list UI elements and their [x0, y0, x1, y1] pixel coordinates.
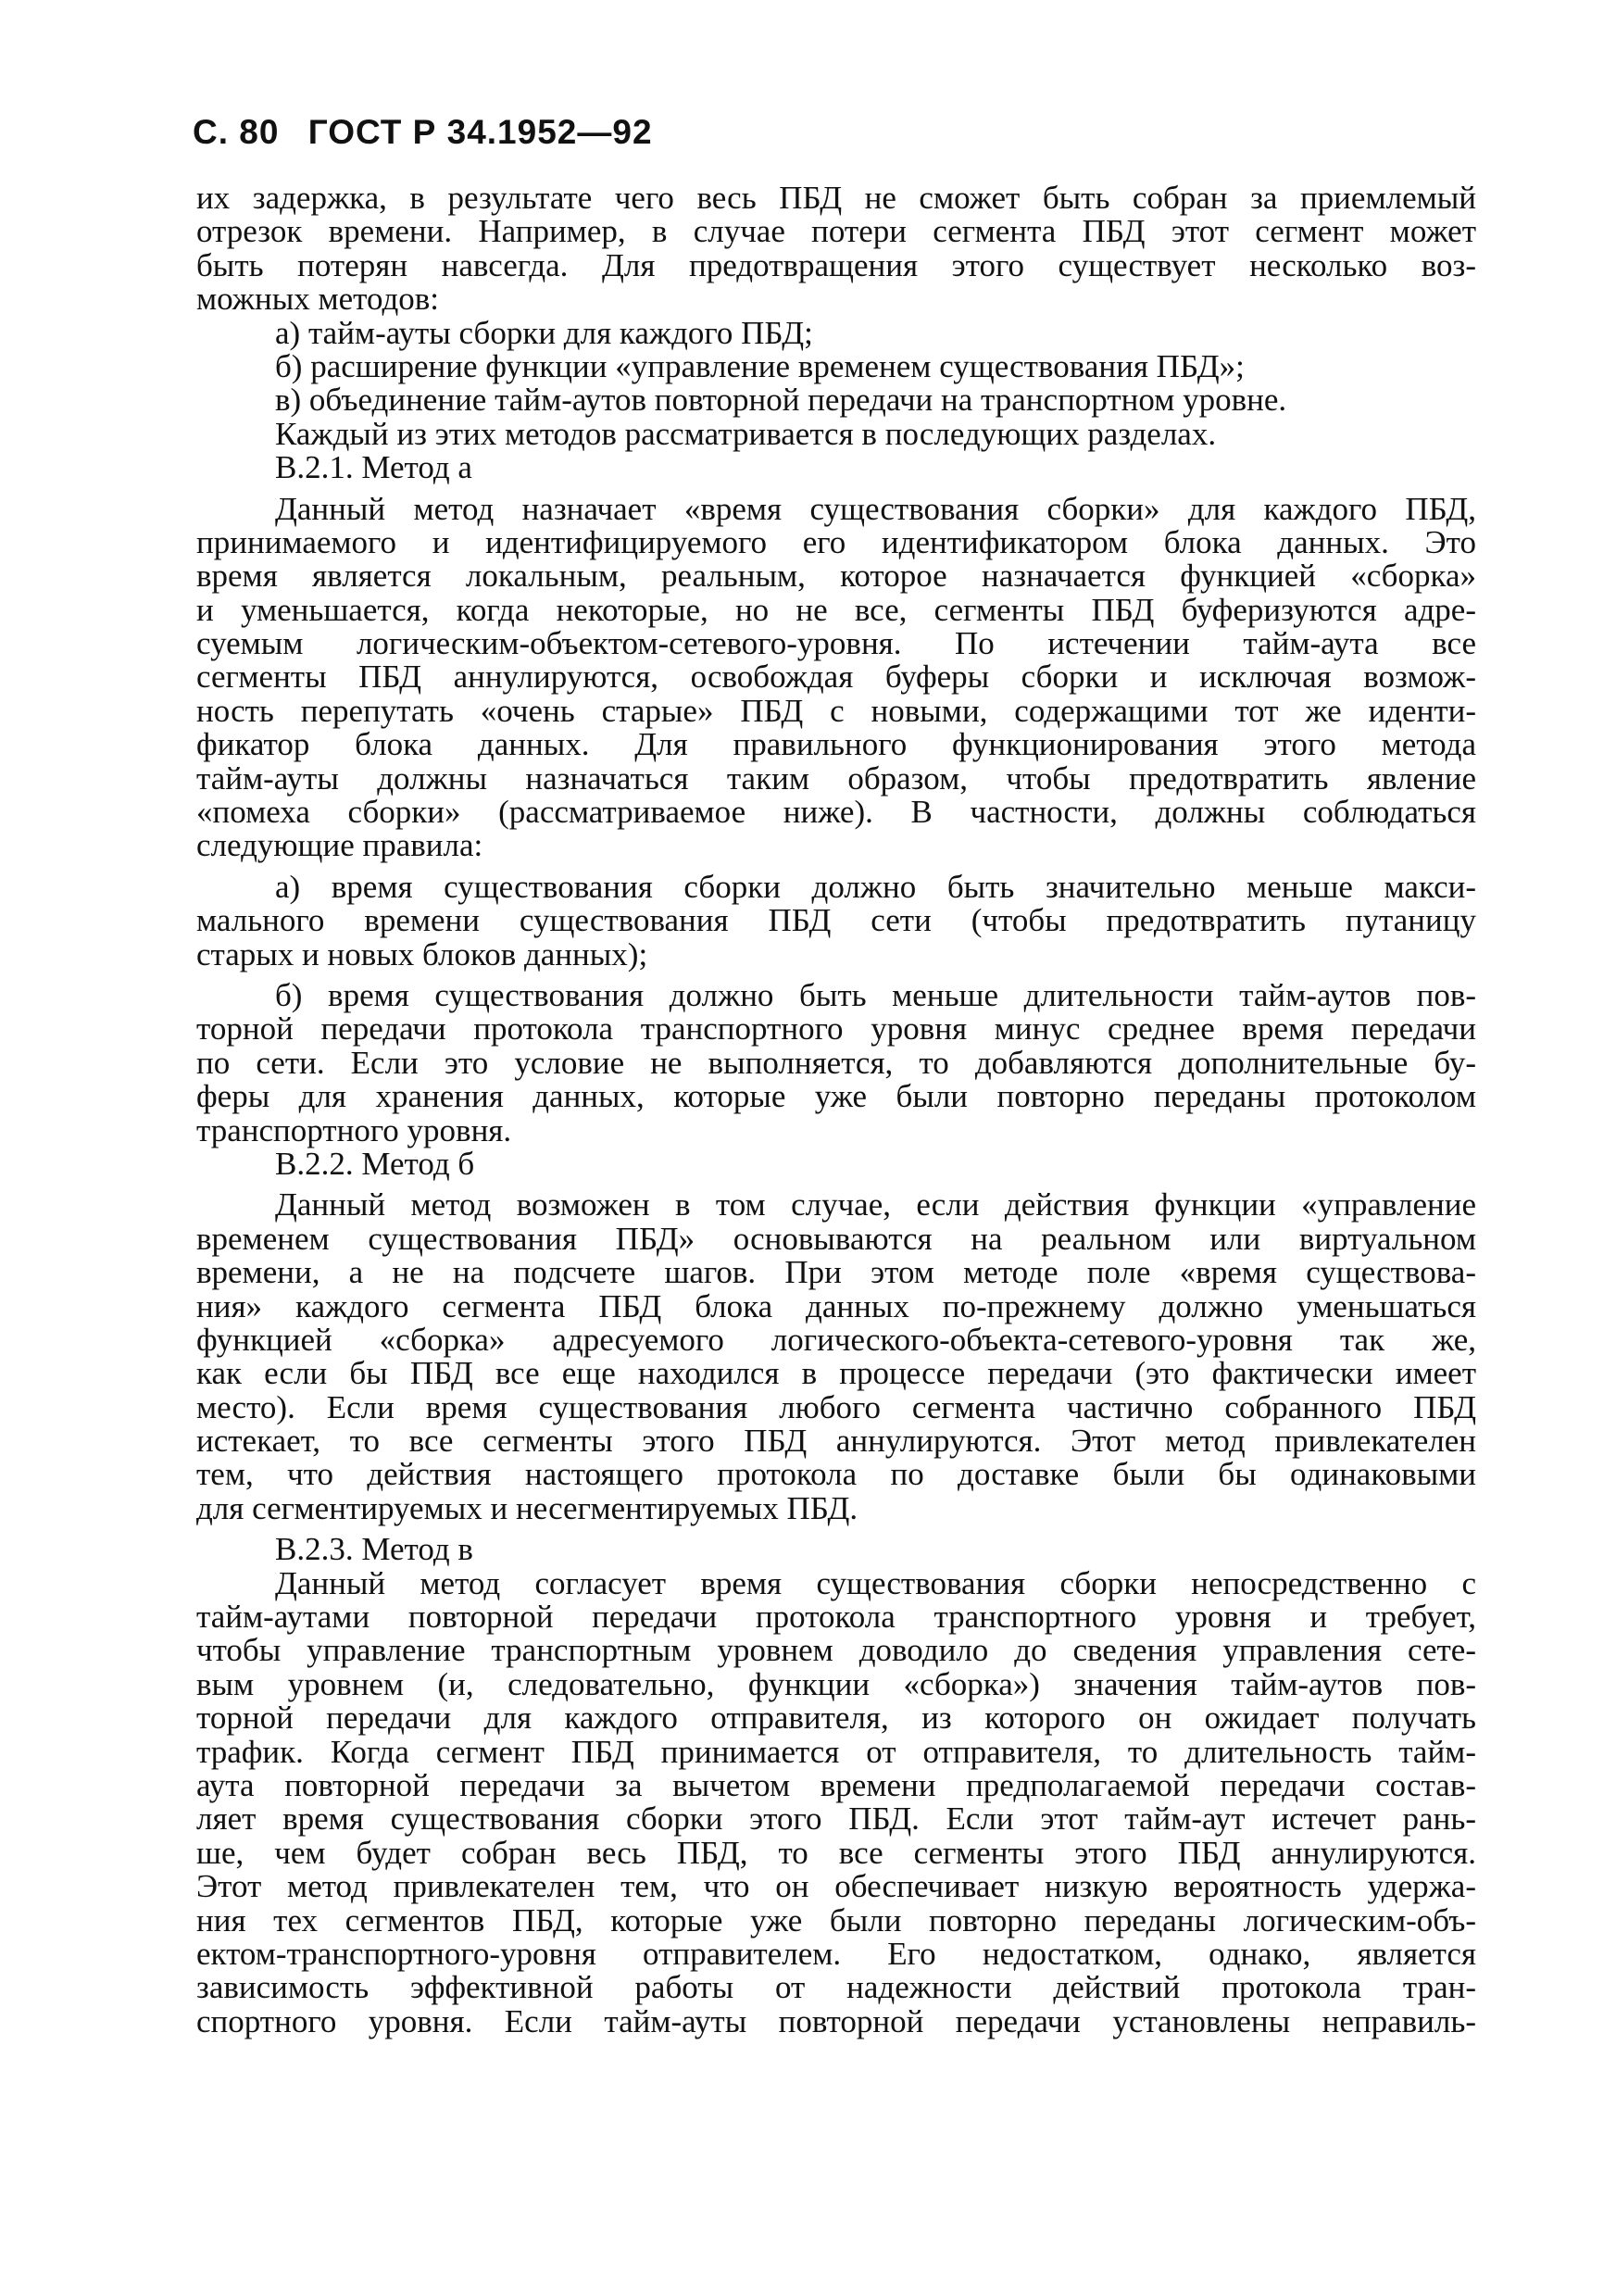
text-line: отрезок времени. Например, в случае потери сегмента ПБД этот сегмент может — [196, 213, 1476, 250]
list-item: б) время существования должно быть меньше длительности тайм-аутов пов- — [275, 976, 1476, 1013]
standard-designation: ГОСТ Р 34.1952—92 — [307, 113, 653, 151]
text-line: Данный метод возможен в том случае, если действия функции «управление — [275, 1186, 1476, 1223]
page-header — [193, 113, 671, 152]
section-heading: В.2.3. Метод в — [275, 1531, 473, 1568]
text-line: транспортного уровня. — [196, 1111, 512, 1148]
text-line: место). Если время существования любого сегмента частично собранного ПБД — [196, 1388, 1476, 1425]
text-line: торной передачи протокола транспортного уровня минус среднее время передачи — [196, 1010, 1476, 1048]
text-line: время является локальным, реальным, которое назначается функцией «сборка» — [196, 558, 1476, 595]
list-item: а) время существования сборки должно быть значительно меньше макси- — [275, 868, 1476, 905]
list-item: в) объединение тайм-аутов повторной передачи на транспортном уровне. — [275, 382, 1287, 419]
text-line: чтобы управление транспортным уровнем доводило до сведения управления сете- — [196, 1632, 1476, 1669]
text-line: ния тех сегментов ПБД, которые уже были повторно переданы логическим-объ- — [196, 1901, 1476, 1938]
text-line: истекает, то все сегменты этого ПБД аннулируются. Этот метод привлекателен — [196, 1423, 1476, 1460]
text-line: феры для хранения данных, которые уже были повторно переданы протоколом — [196, 1078, 1476, 1115]
text-line: трафик. Когда сегмент ПБД принимается от отправителя, то длительность тайм- — [196, 1733, 1476, 1770]
text-line: спортного уровня. Если тайм-ауты повторной передачи установлены неправиль- — [196, 2002, 1476, 2039]
text-line: зависимость эффективной работы от надежности действий протокола тран- — [196, 1969, 1476, 2006]
text-line: как если бы ПБД все еще находился в процессе передачи (это фактически имеет — [196, 1355, 1476, 1392]
body-text — [196, 182, 1476, 2039]
text-line: функцией «сборка» адресуемого логического-объекта-сетевого-уровня так же, — [196, 1321, 1476, 1358]
text-line: Этот метод привлекателен тем, что он обеспечивает низкую вероятность удержа- — [196, 1868, 1476, 1905]
page-number: С. 80 — [193, 113, 280, 151]
text-line: мального времени существования ПБД сети (чтобы предотвратить путаницу — [196, 902, 1476, 939]
text-line: ния» каждого сегмента ПБД блока данных по-прежнему должно уменьшаться — [196, 1287, 1476, 1324]
text-line: торной передачи для каждого отправителя, из которого он ожидает получать — [196, 1700, 1476, 1737]
text-line: для сегментируемых и несегментируемых ПБД. — [196, 1489, 858, 1526]
text-line: временем существования ПБД» основываются на реальном или виртуальном — [196, 1220, 1476, 1257]
text-line: ше, чем будет собран весь ПБД, то все сегменты этого ПБД аннулируются. — [196, 1834, 1476, 1871]
text-line: Данный метод согласует время существования сборки непосредственно с — [275, 1564, 1476, 1601]
text-line: аута повторной передачи за вычетом времени предполагаемой передачи состав- — [196, 1766, 1476, 1803]
text-line: суемым логическим-объектом-сетевого-уровня. По истечении тайм-аута все — [196, 625, 1476, 662]
text-line: «помеха сборки» (рассматриваемое ниже). В частности, должны соблюдаться — [196, 794, 1476, 831]
text-line: и уменьшается, когда некоторые, но не все, сегменты ПБД буферизуются адре- — [196, 591, 1476, 628]
text-line: тайм-аутами повторной передачи протокола транспортного уровня и требует, — [196, 1599, 1476, 1636]
text-line: фикатор блока данных. Для правильного функционирования этого метода — [196, 726, 1476, 763]
section-heading: В.2.1. Метод а — [275, 449, 472, 486]
text-line: ляет время существования сборки этого ПБД. Если этот тайм-аут истечет рань- — [196, 1800, 1476, 1838]
list-item: б) расширение функции «управление временем существования ПБД»; — [275, 347, 1245, 384]
text-line: времени, а не на подсчете шагов. При этом методе поле «время существова- — [196, 1254, 1476, 1291]
section-heading: В.2.2. Метод б — [275, 1145, 475, 1182]
text-line: Каждый из этих методов рассматривается в последующих разделах. — [275, 415, 1217, 452]
text-line: Данный метод назначает «время существования сборки» для каждого ПБД, — [275, 490, 1476, 527]
text-line: следующие правила: — [196, 827, 483, 864]
text-line: ность перепутать «очень старые» ПБД с новыми, содержащими тот же иденти- — [196, 692, 1476, 729]
text-line: ектом-транспортного-уровня отправителем. Его недостатком, однако, является — [196, 1935, 1476, 1972]
text-line: тем, что действия настоящего протокола по доставке были бы одинаковыми — [196, 1456, 1476, 1493]
list-item: а) тайм-ауты сборки для каждого ПБД; — [275, 314, 813, 351]
text-line: по сети. Если это условие не выполняется, то добавляются дополнительные бу- — [196, 1044, 1476, 1081]
text-line: вым уровнем (и, следовательно, функции «сборка») значения тайм-аутов пов- — [196, 1665, 1476, 1702]
text-line: их задержка, в результате чего весь ПБД не сможет быть собран за приемлемый — [196, 180, 1476, 216]
text-line: быть потерян навсегда. Для предотвращения этого существует несколько воз- — [196, 246, 1476, 283]
text-line: принимаемого и идентифицируемого его идентификатором блока данных. Это — [196, 523, 1476, 560]
text-line: можных методов: — [196, 281, 440, 318]
text-line: тайм-ауты должны назначаться таким образом, чтобы предотвратить явление — [196, 759, 1476, 797]
text-line: сегменты ПБД аннулируются, освобождая буферы сборки и исключая возмож- — [196, 659, 1476, 696]
text-line: старых и новых блоков данных); — [196, 935, 648, 972]
